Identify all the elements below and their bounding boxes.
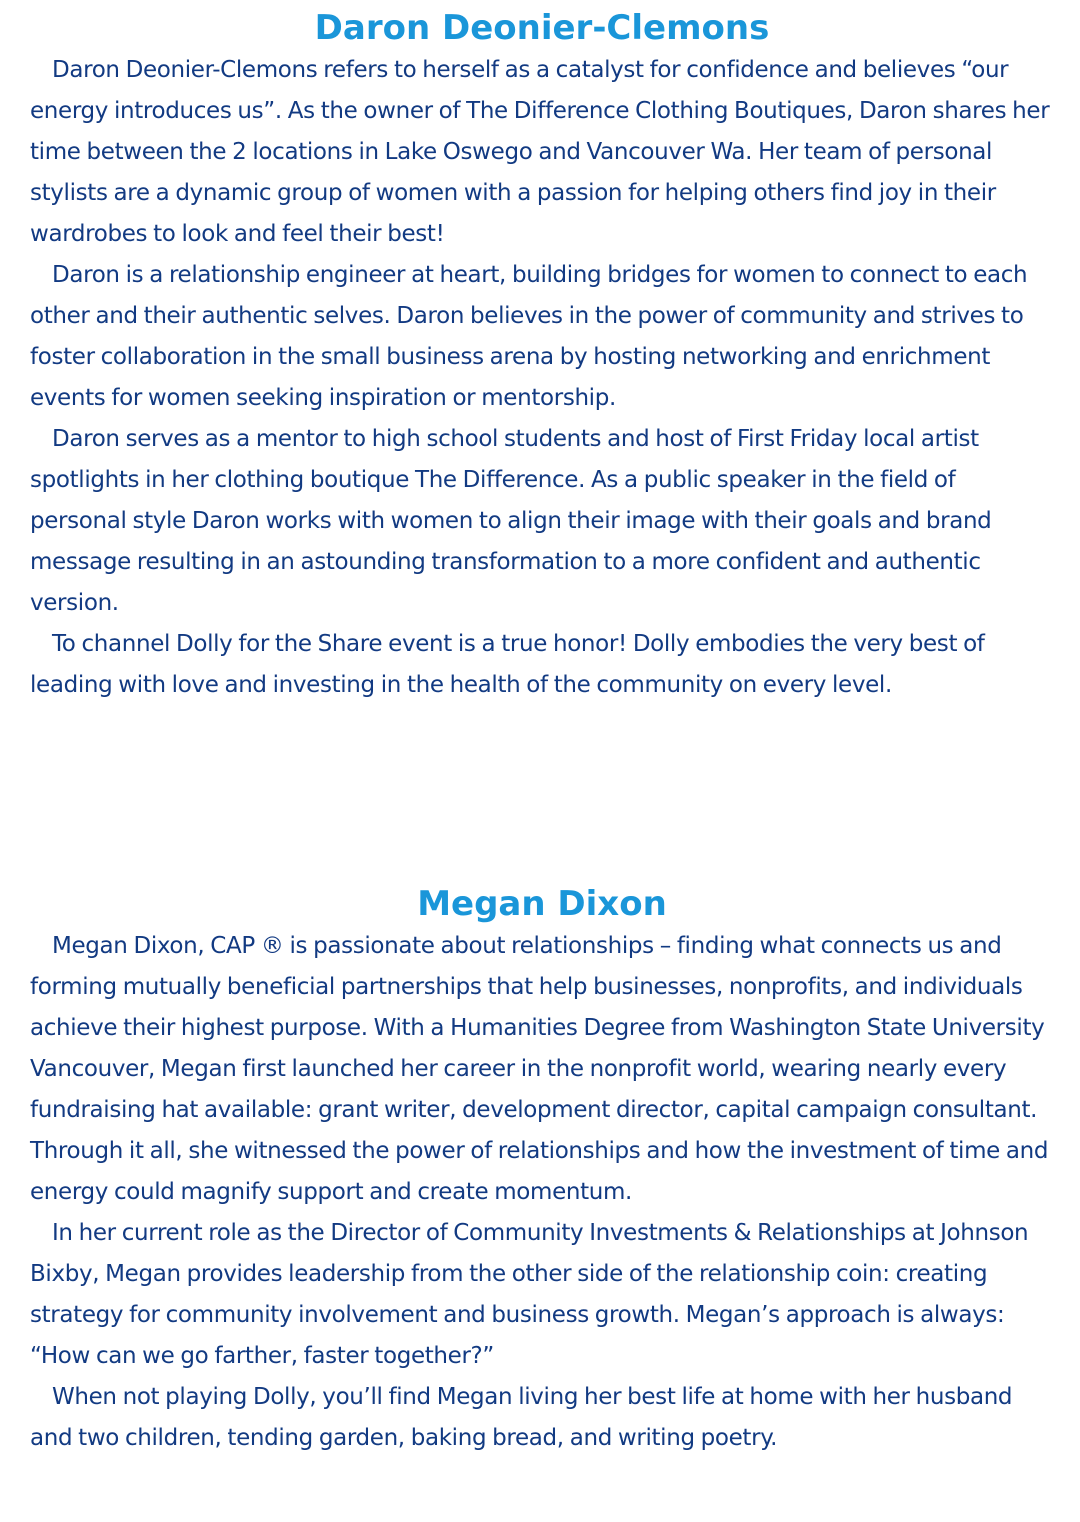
bio-paragraph: When not playing Dolly, you’ll find Megan living her best life at home with her husband and two children, tending garden, baking bread, and writing poetry. xyxy=(30,1384,1013,1451)
bio-paragraph: Daron is a relationship engineer at heart, building bridges for women to connect to each other and their authentic selves. Daron believes in the power of community and strives to foster collaboration in the small business arena by hosting networking and enrichment events for women seeking inspiration or mentorship. xyxy=(30,262,1028,411)
bio-paragraph: In her current role as the Director of Community Investments & Relationships at Johnson Bixby, Megan provides leadership from the other side of the relationship coin: creating strategy for community involvement and business growth. Megan’s approach is always: “How can we go farther, faster together?” xyxy=(30,1220,1029,1369)
bio-daron-deonier-clemons xyxy=(30,6,1054,706)
bio-paragraph: To channel Dolly for the Share event is a true honor! Dolly embodies the very best of leading with love and investing in the health of the community on every level. xyxy=(30,631,985,698)
bio-paragraph: Daron serves as a mentor to high school students and host of First Friday local artist spotlights in her clothing boutique The Difference. As a public speaker in the field of personal style Daron works with women to align their image with their goals and brand message resulting in an astounding transformation to a more confident and authentic version. xyxy=(30,426,992,616)
bio-paragraph: Megan Dixon, CAP ® is passionate about relationships – finding what connects us and forming mutually beneficial partnerships that help businesses, nonprofits, and individuals achieve their highest purpose. With a Humanities Degree from Washington State University Vancouver, Megan first launched her career in the nonprofit world, wearing nearly every fundraising hat available: grant writer, development director, capital campaign consultant. Through it all, she witnessed the power of relationships and how the investment of time and energy could magnify support and create momentum. xyxy=(30,933,1049,1205)
bio-paragraph: Daron Deonier-Clemons refers to herself as a catalyst for confidence and believes “our energy introduces us”. As the owner of The Difference Clothing Boutiques, Daron shares her time between the 2 locations in Lake Oswego and Vancouver Wa. Her team of personal stylists are a dynamic group of women with a passion for helping others find joy in their wardrobes to look and feel their best! xyxy=(30,57,1050,247)
bio-name-heading: Daron Deonier-Clemons xyxy=(314,8,770,48)
bio-name-heading: Megan Dixon xyxy=(417,884,667,924)
bio-megan-dixon xyxy=(30,882,1054,1459)
